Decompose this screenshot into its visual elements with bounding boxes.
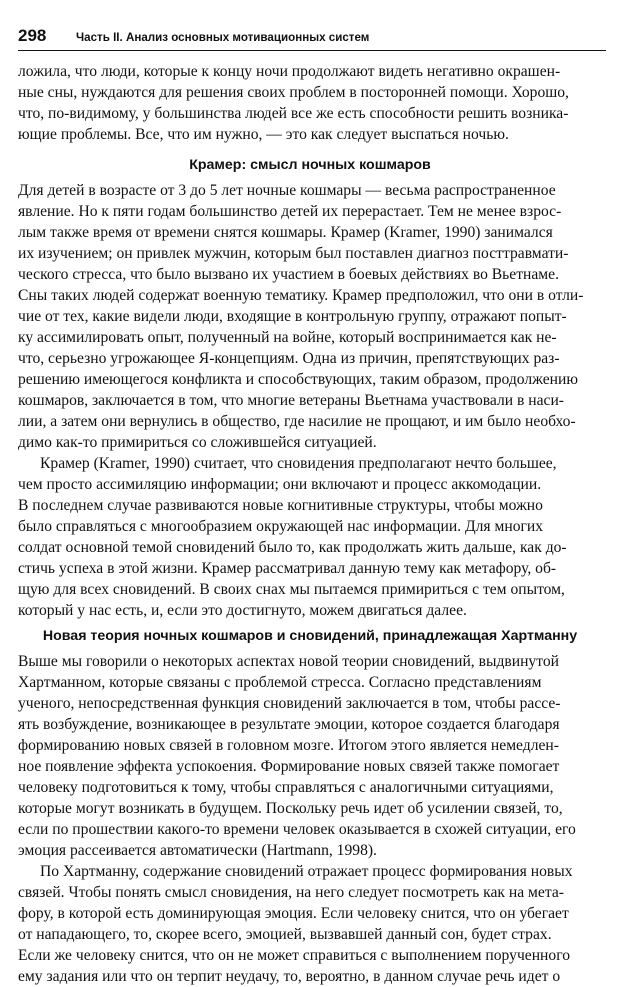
- text-line: Крамер (Kramer, 1990) считает, что сновидения предполагают нечто большее,: [40, 455, 557, 472]
- text-line: ложила, что люди, которые к концу ночи продолжают видеть негативно окрашен-: [18, 63, 561, 80]
- text-line: стичь успеха в этой жизни. Крамер рассматривал данную тему как метафору, об-: [18, 560, 557, 577]
- text-line: чем просто ассимиляцию информации; они включают и процесс аккомодации.: [18, 476, 542, 493]
- section-heading: Новая теория ночных кошмаров и сновидений, принадлежащая Хартманну: [42, 628, 578, 644]
- text-line: Сны таких людей содержат военную тематику. Крамер предположил, что они в отли-: [18, 287, 584, 304]
- text-line: ческого стресса, что было вызвано их участием в боевых действиях во Вьетнаме.: [18, 266, 559, 283]
- text-line: их изучением; он привлек мужчин, которым был поставлен диагноз посттравмати-: [18, 245, 569, 262]
- text-line: эмоция рассеивается автоматически (Hartmann, 1998).: [18, 842, 377, 859]
- text-line: явление. Но к пяти годам большинство детей их перерастает. Тем не менее взрос-: [18, 203, 562, 220]
- text-line: солдат основной темой сновидений было то, как продолжать жить дальше, как до-: [18, 539, 567, 556]
- text-line: Если же человеку снится, что он не может справиться с выполнением порученного: [18, 947, 571, 964]
- text-line: что, серьезно угрожающее Я-концепциям. Одна из причин, препятствующих раз-: [18, 350, 560, 367]
- text-line: Выше мы говорили о некоторых аспектах новой теории сновидений, выдвинутой: [18, 653, 559, 670]
- text-line: ять возбуждение, возникающее в результате эмоции, которое создается благодаря: [18, 716, 560, 733]
- text-line: человеку подготовиться к тому, чтобы справляться с аналогичными ситуациями,: [18, 779, 554, 796]
- text-line: от нападающего, то, скорее всего, эмоцией, вызвавшей данный сон, будет страх.: [18, 926, 552, 943]
- text-line: ющие проблемы. Все, что им нужно, — это как следует выспаться ночью.: [18, 126, 509, 143]
- text-line: димо как-то примириться со сложившейся ситуацией.: [18, 434, 377, 451]
- text-line: кошмаров, заключается в том, что многие ветераны Вьетнама участвовали в наси-: [18, 392, 564, 409]
- text-line: фору, в которой есть доминирующая эмоция. Если человеку снится, что он убегает: [18, 905, 569, 922]
- text-line: Хартманном, которые связаны с проблемой стресса. Согласно представлениям: [18, 674, 542, 691]
- text-line: формированию новых связей в головном мозге. Итогом этого является немедлен-: [18, 737, 559, 754]
- running-head: Часть II. Анализ основных мотивационных систем: [76, 31, 370, 44]
- page-number: 298: [18, 26, 47, 45]
- text-line: ему задания или что он терпит неудачу, то, вероятно, в данном случае речь идет о: [18, 968, 561, 985]
- text-line: решению имеющегося конфликта и способствующих, таким образом, продолжению: [18, 371, 578, 388]
- text-line: ку ассимилировать опыт, полученный на войне, который воспринимается как не-: [18, 329, 557, 346]
- text-line: связей. Чтобы понять смысл сновидения, на него следует посмотреть как на мета-: [18, 884, 564, 901]
- section-heading: Крамер: смысл ночных кошмаров: [189, 157, 431, 173]
- text-line: лии, а затем они вернулись в общество, где насилие не прощают, и им было необхо-: [18, 413, 576, 430]
- text-line: который у нас есть, и, если это достигнуто, можем двигаться далее.: [18, 602, 467, 619]
- page-header: [18, 26, 606, 51]
- text-line: В последнем случае развиваются новые когнитивные структуры, чтобы можно: [18, 497, 543, 514]
- text-line: которые могут возникать в будущем. Поскольку речь идет об усилении связей, то,: [18, 800, 563, 817]
- text-line: ное появление эффекта успокоения. Формирование новых связей также помогает: [18, 758, 560, 775]
- text-line: щую для всех сновидений. В своих снах мы пытаемся примириться с тем опытом,: [18, 581, 565, 598]
- text-line: ные сны, нуждаются для решения своих проблем в посторонней помощи. Хорошо,: [18, 84, 569, 101]
- text-line: ученого, непосредственная функция сновидений заключается в том, чтобы рассе-: [18, 695, 561, 712]
- text-line: чие от тех, какие видели люди, входящие в контрольную группу, отражают попыт-: [18, 308, 567, 325]
- text-line: По Хартманну, содержание сновидений отражает процесс формирования новых: [40, 863, 573, 880]
- text-line: лым также время от времени снятся кошмары. Крамер (Kramer, 1990) занимался: [18, 224, 553, 241]
- text-line: если по прошествии какого-то времени человек оказывается в схожей ситуации, его: [18, 821, 576, 838]
- text-line: что, по-видимому, у большинства людей все же есть способности решить возника-: [18, 105, 569, 122]
- text-line: Для детей в возрасте от 3 до 5 лет ночные кошмары — весьма распространенное: [18, 182, 556, 199]
- text-line: было справляться с многообразием окружающей нас информации. Для многих: [18, 518, 544, 535]
